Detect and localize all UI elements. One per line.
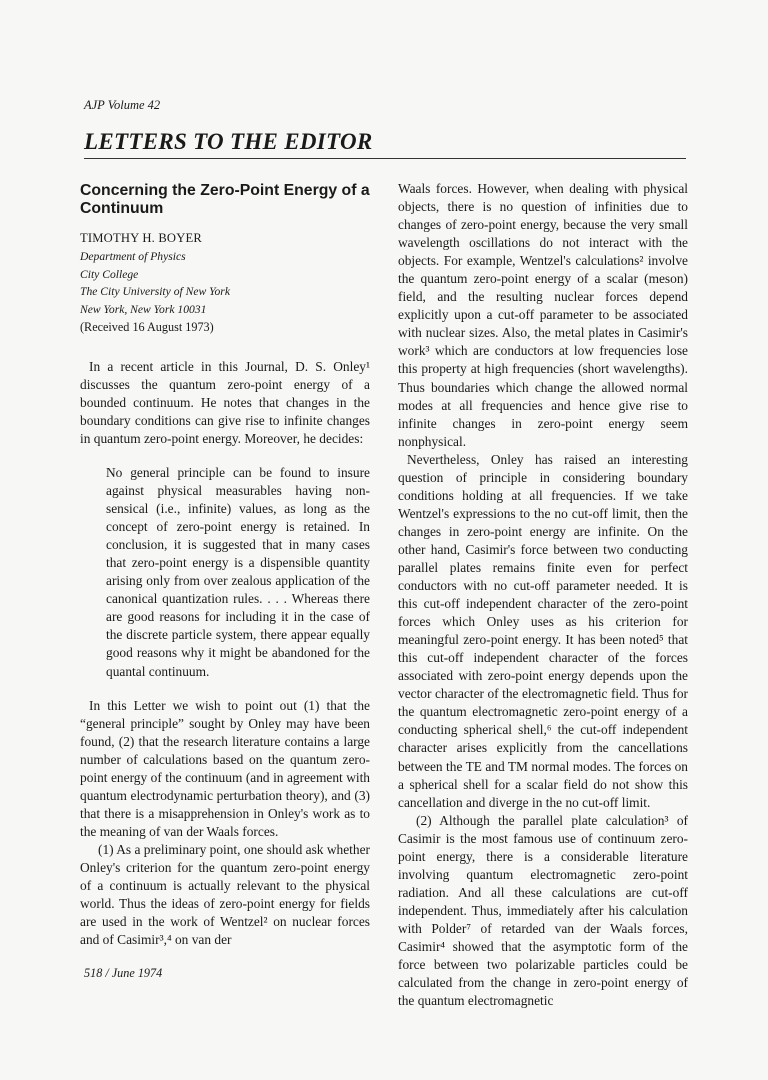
affiliation-college: City College (80, 267, 139, 281)
affiliation-address: New York, New York 10031 (80, 303, 207, 317)
paragraph-casimir: (2) Although the parallel plate calculation³ of Casimir is the most famous use of continuum zero-point energy, there is a considerable literature involving quantum electromagnetic zero-point radiation. And all these calculations are cut-off independent. Thus, immediately after his calculation with Polder⁷ of retarded van der Waals forces, Casimir⁴ showed that the asymptotic form of the force between two polarizable particles could be calculated from the change in zero-point energy of the quantum electromagnetic (398, 812, 688, 1009)
section-title: LETTERS TO THE EDITOR (84, 129, 373, 154)
affiliation-university: The City University of New York (80, 285, 230, 299)
right-column (398, 180, 688, 1010)
paragraph-waals: Waals forces. However, when dealing with physical objects, there is no question of infinities due to changes of zero-point energy, because the very small wavelength oscillations do not interact with the objects. For example, Wentzel's calculations² involve the quantum zero-point energy of a scalar (meson) field, and the resulting nuclear forces depend explicitly upon a cut-off parameter to be associated with nuclear sizes. Also, the metal plates in Casimir's work³ which are conductors at low frequencies lose this property at high frequencies (short wavelengths). Thus boundaries which change the allowed normal modes at all frequencies and hence give rise to infinite changes in zero-point energy seem nonphysical. (398, 181, 688, 449)
received-date: (Received 16 August 1973) (80, 319, 214, 334)
left-column (80, 180, 370, 949)
journal-volume: AJP Volume 42 (84, 98, 161, 112)
paragraph-nevertheless: Nevertheless, Onley has raised an interesting question of principle in considering boundary conditions holding at all frequencies. If we take Wentzel's expressions to the no cut-off limit, then the changes in zero-point energy are infinite. On the other hand, Casimir's force between two conducting parallel plates remains finite even for perfect conductors with no cut-off parameter needed. It is this cut-off independent character of the zero-point forces which Onley uses as his criterion for meaningful zero-point energy. It has been noted⁵ that this cut-off independent character of the forces associated with zero-point energy depends upon the vector character of the electromagnetic field. Thus for the quantum electromagnetic zero-point energy of a conducting spherical shell,⁶ the cut-off independent character arises explicitly from the cancellations between the TE and TM normal modes. The forces on a spherical shell for a scalar field do not show this cancellation and diverge in the no cut-off limit. (398, 451, 688, 810)
paragraph-intro: In a recent article in this Journal, D. S. Onley¹ discusses the quantum zero-point energy of a bounded continuum. He notes that changes in the boundary conditions can give rise to infinite changes in quantum zero-point energy. Moreover, he decides: (80, 358, 370, 446)
header-rule (84, 158, 686, 159)
author-name: TIMOTHY H. BOYER (80, 231, 203, 245)
paragraph-preliminary: (1) As a preliminary point, one should ask whether Onley's criterion for the quantum zero-point energy of a continuum is actually relevant to the physical world. Thus the ideas of zero-point energy for fields are used in the work of Wentzel² on nuclear forces and of Casimir³,⁴ on van der (80, 841, 370, 948)
block-quote: No general principle can be found to insure against physical measurables having non-sensical (i.e., infinite) values, as long as the concept of zero-point energy is retained. In conclusion, it is suggested that in many cases that zero-point energy is a dispensible quantity arising only from over zealous application of the canonical quantization rules. . . . Whereas there are good reasons for including it in the case of the discrete particle system, there appear equally good reasons why it might be abandoned for the quantal continuum. (106, 465, 370, 679)
article-title: Concerning the Zero-Point Energy of a Continuum (80, 182, 370, 217)
byline (80, 230, 370, 337)
paragraph-points: In this Letter we wish to point out (1) that the “general principle” sought by Onley may have been found, (2) that the research literature contains a large number of calculations based on the quantum zero-point energy of the continuum (and in agreement with quantum electrodynamic perturbation theory), and (3) that there is a misapprehension in Onley's work as to the meaning of van der Waals forces. (80, 697, 370, 839)
page-footer: 518 / June 1974 (84, 966, 163, 980)
affiliation-department: Department of Physics (80, 249, 186, 263)
